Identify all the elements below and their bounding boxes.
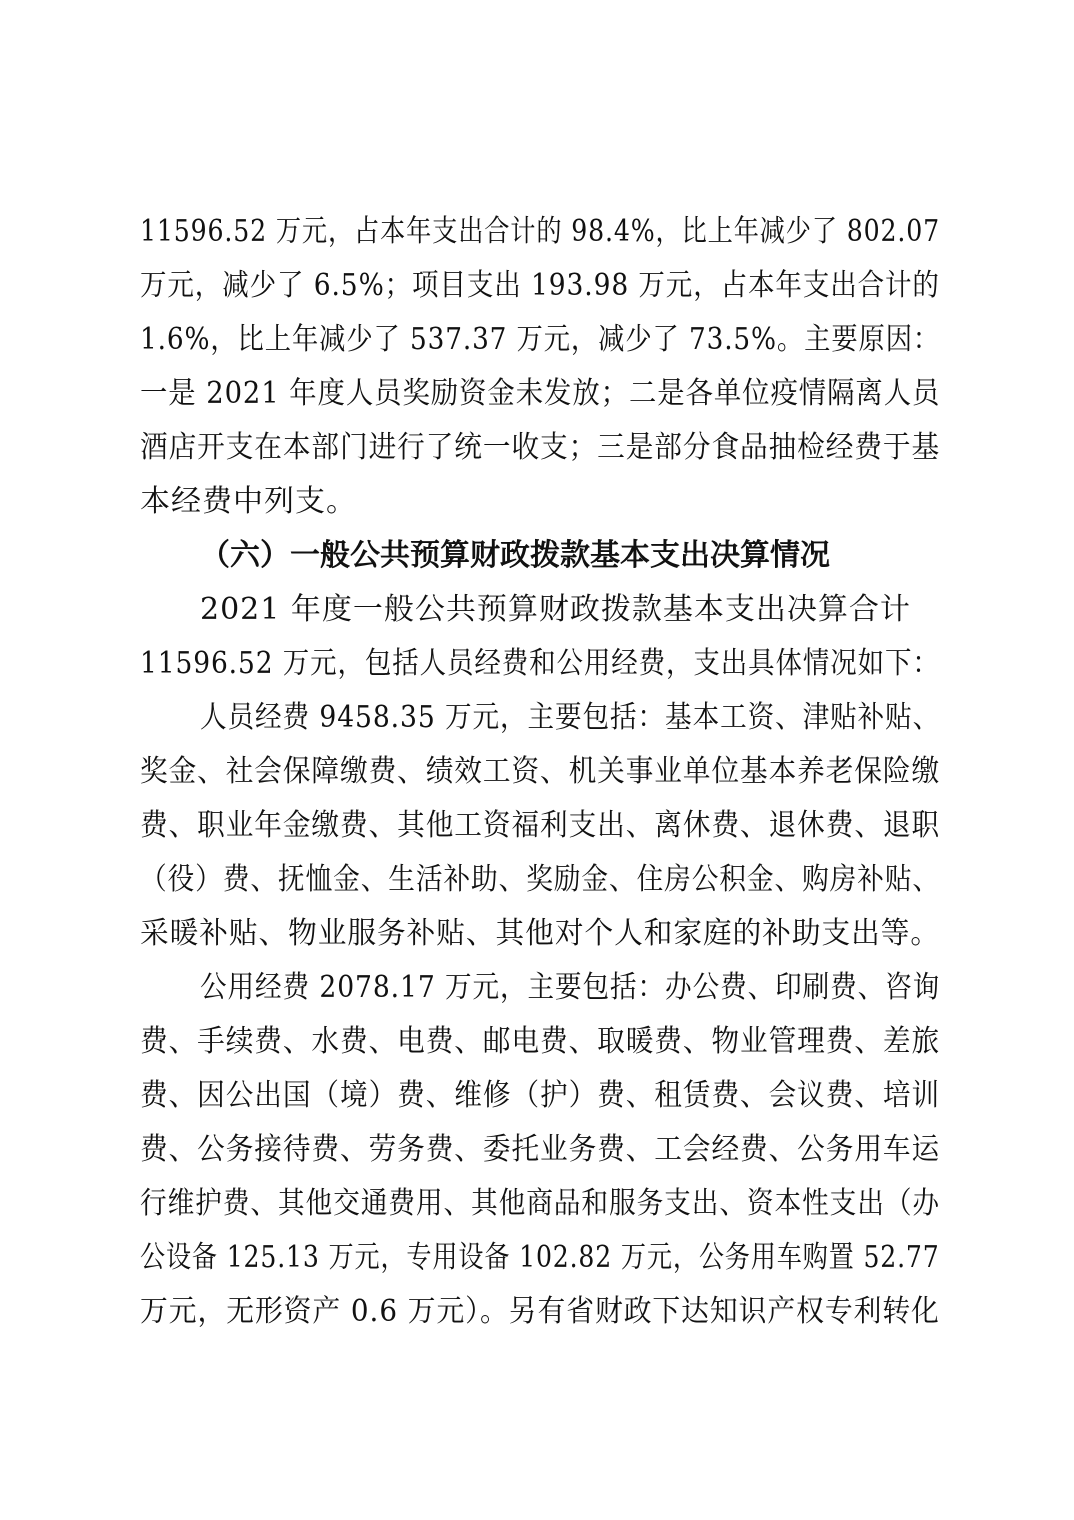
- text-line: 公设备 125.13 万元，专用设备 102.82 万元，公务用车购置 52.77: [140, 1240, 940, 1275]
- text-line: 11596.52 万元，占本年支出合计的 98.4%，比上年减少了 802.07: [140, 214, 940, 249]
- text-line: 万元，无形资产 0.6 万元）。另有省财政下达知识产权专利转化: [140, 1294, 940, 1329]
- text-line: 奖金、社会保障缴费、绩效工资、机关事业单位基本养老保险缴: [140, 754, 941, 789]
- text-line: 1.6%，比上年减少了 537.37 万元，减少了 73.5%。主要原因：: [140, 322, 941, 357]
- text-line: 费、因公出国（境）费、维修（护）费、租赁费、会议费、培训: [140, 1078, 941, 1113]
- text-line: 酒店开支在本部门进行了统一收支；三是部分食品抽检经费于基: [140, 430, 941, 465]
- section-heading: （六）一般公共预算财政拨款基本支出决算情况: [200, 538, 830, 573]
- text-line: 11596.52 万元，包括人员经费和公用经费，支出具体情况如下：: [140, 646, 940, 681]
- text-line: 公用经费 2078.17 万元，主要包括：办公费、印刷费、咨询: [200, 970, 941, 1005]
- text-line: 采暖补贴、物业服务补贴、其他对个人和家庭的补助支出等。: [140, 916, 941, 951]
- text-line: 费、手续费、水费、电费、邮电费、取暖费、物业管理费、差旅: [140, 1024, 941, 1059]
- text-line: 万元，减少了 6.5%；项目支出 193.98 万元，占本年支出合计的: [140, 268, 940, 303]
- text-line: 2021 年度一般公共预算财政拨款基本支出决算合计: [200, 592, 911, 627]
- text-line: 一是 2021 年度人员奖励资金未发放；二是各单位疫情隔离人员: [140, 376, 941, 411]
- text-line: 行维护费、其他交通费用、其他商品和服务支出、资本性支出（办: [140, 1186, 941, 1221]
- text-line: 费、职业年金缴费、其他工资福利支出、离休费、退休费、退职: [140, 808, 941, 843]
- text-line: 费、公务接待费、劳务费、委托业务费、工会经费、公务用车运: [140, 1132, 941, 1167]
- text-line: 人员经费 9458.35 万元，主要包括：基本工资、津贴补贴、: [200, 700, 941, 735]
- text-line: （役）费、抚恤金、生活补助、奖励金、住房公积金、购房补贴、: [140, 862, 941, 897]
- text-line: 本经费中列支。: [140, 484, 357, 519]
